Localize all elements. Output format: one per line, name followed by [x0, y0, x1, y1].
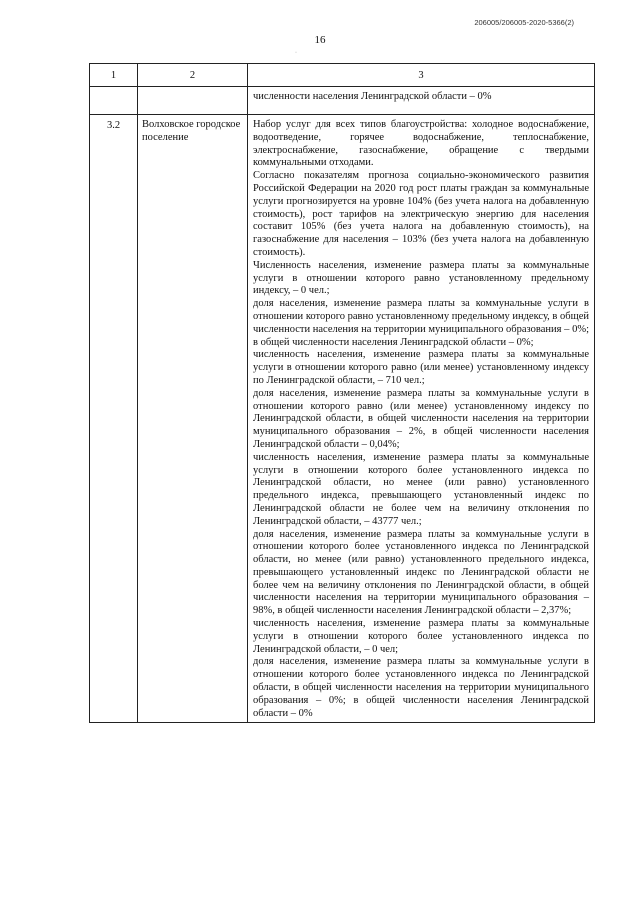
column-header: 3	[248, 64, 595, 87]
empty-cell	[138, 87, 248, 115]
paragraph: Численность населения, изменение размера платы за коммунальные услуги в отношении которого равно установленному предельному индексу, – 0 чел.;	[253, 259, 589, 297]
column-header: 1	[90, 64, 138, 87]
document-id: 206005/206005-2020-5366(2)	[474, 18, 574, 27]
column-header: 2	[138, 64, 248, 87]
paragraph: доля населения, изменение размера платы за коммунальные услуги в отношении которого равно (или менее) установленному индексу по Ленинградской области, в общей численности населения на территории муниципального образования – 2%, в общей численности населения Ленинградской области – 0,04%;	[253, 387, 589, 450]
page-number: 16	[314, 34, 326, 46]
municipality-name: Волховское городское поселение	[138, 115, 248, 723]
paragraph: Набор услуг для всех типов благоустройства: холодное водоснабжение, водоотведение, горячее водоснабжение, теплоснабжение, электроснабжение, газоснабжение, обращение с твердыми коммунальными отходами.	[253, 119, 589, 169]
row-description	[248, 115, 595, 723]
table-row	[90, 115, 595, 723]
continuation-text: численности населения Ленинградской области – 0%	[248, 87, 595, 115]
scan-speck: ·	[295, 50, 297, 56]
empty-cell	[90, 87, 138, 115]
data-table	[89, 63, 595, 723]
paragraph: доля населения, изменение размера платы за коммунальные услуги в отношении которого более установленного индекса по Ленинградской области, но менее (или равно) установленного предельного индекса, превышающего установленный индекс по Ленинградской области не более чем на величину отклонения по Ленинградской области, в общей численности населения на территории муниципального образования – 98%, в общей численности населения Ленинградской области – 2,37%;	[253, 528, 589, 617]
paragraph: доля населения, изменение размера платы за коммунальные услуги в отношении которого равно установленному предельному индексу, в общей численности населения на территории муниципального образования – 0%; в общей численности населения Ленинградской области – 0%;	[253, 298, 589, 348]
paragraph: доля населения, изменение размера платы за коммунальные услуги в отношении которого более установленного индекса по Ленинградской области, в общей численности населения на территории муниципального образования – 0%; в общей численности населения Ленинградской области – 0%	[253, 656, 589, 719]
paragraph: численность населения, изменение размера платы за коммунальные услуги в отношении которого более установленного индекса по Ленинградской области, – 0 чел;	[253, 618, 589, 655]
paragraph: численность населения, изменение размера платы за коммунальные услуги в отношении которого равно (или менее) установленному индексу по Ленинградской области, – 710 чел.;	[253, 349, 589, 386]
table-row-continuation	[90, 87, 595, 115]
row-number: 3.2	[90, 115, 138, 723]
table-header-row	[90, 64, 595, 87]
paragraph: численность населения, изменение размера платы за коммунальные услуги в отношении которого более установленного индекса по Ленинградской области, но менее (или равно) установленного предельного индекса, превышающего установленный индекс по Ленинградской области не более чем на величину отклонения по Ленинградской области, – 43777 чел.;	[253, 451, 589, 527]
paragraph: Согласно показателям прогноза социально-экономического развития Российской Федерации на 2020 год рост платы граждан за коммунальные услуги прогнозируется на уровне 104% (без учета налога на добавленную стоимость), рост тарифов на электрическую энергию для населения составит 105% (без учета налога на добавленную стоимость), на газоснабжение для населения – 103% (без учета налога на добавленную стоимость).	[253, 170, 589, 258]
